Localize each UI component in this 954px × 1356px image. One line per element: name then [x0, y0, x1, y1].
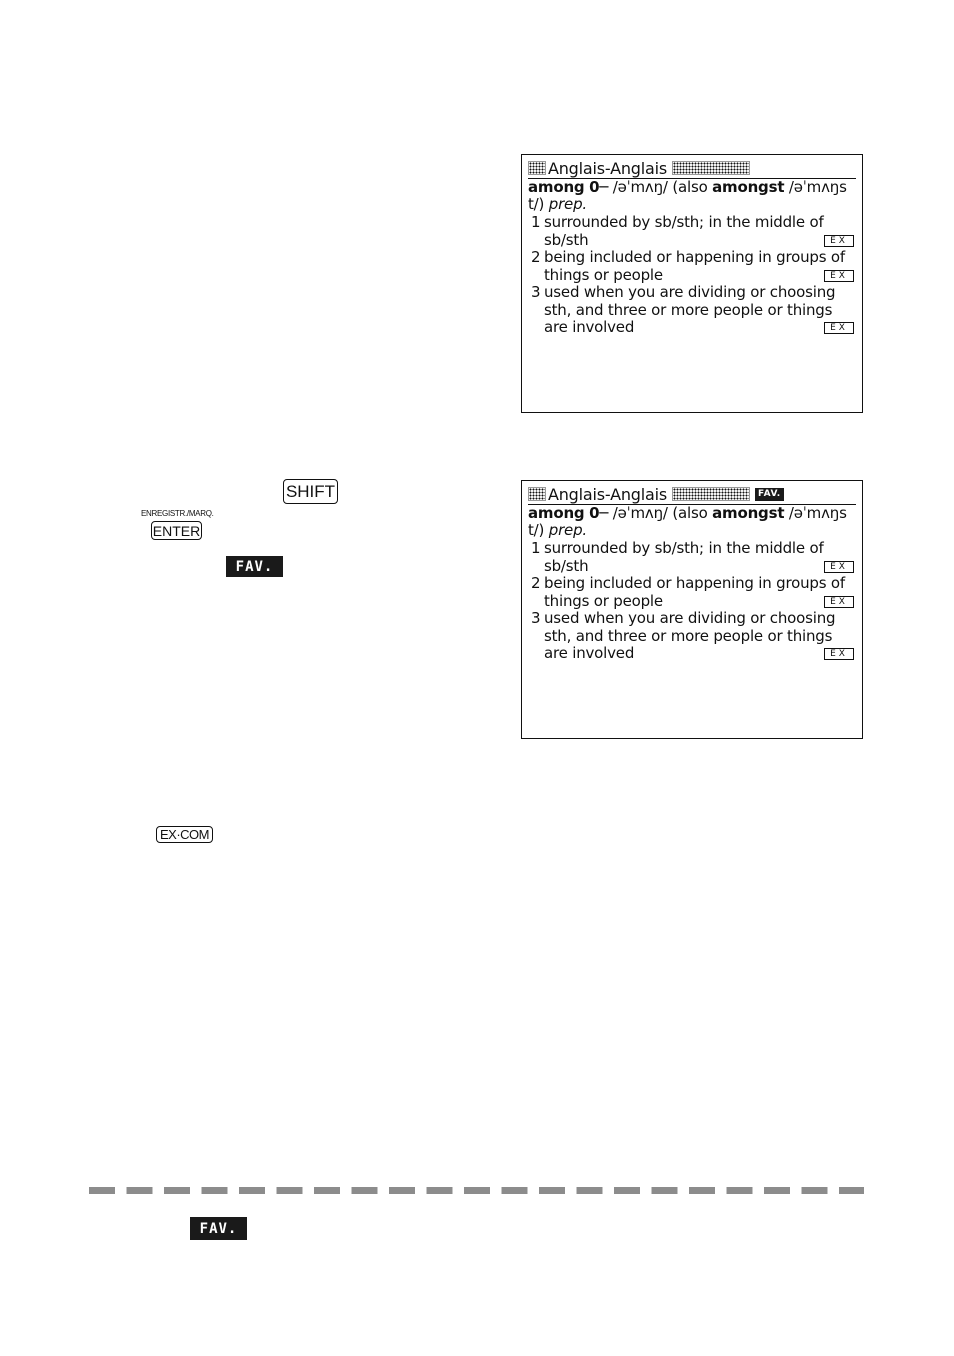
entry-pos-line	[528, 522, 587, 540]
dictionary-screen-before	[521, 154, 863, 413]
entry-headline	[528, 505, 847, 523]
sense-text: sth, and three or more people or things	[544, 301, 833, 319]
dictionary-title: Anglais-Anglais	[548, 484, 667, 504]
part-of-speech: prep.	[548, 521, 587, 539]
headword-variant: amongst	[712, 178, 785, 196]
pronunciation: /əˈmʌŋ/ (also	[612, 504, 708, 522]
sense-text: being included or happening in groups of	[544, 574, 845, 592]
headword: among	[528, 504, 585, 522]
sense-text: used when you are dividing or choosing	[544, 609, 836, 627]
pronunciation-end: t/)	[528, 195, 545, 213]
header-pattern-icon	[672, 161, 750, 175]
example-badge[interactable]: EX	[824, 561, 854, 573]
sense-text: things or people	[544, 592, 663, 610]
entry-headline	[528, 179, 847, 197]
header-pattern-icon	[528, 487, 546, 501]
sense-text: used when you are dividing or choosing	[544, 283, 836, 301]
excom-key[interactable]: EX·COM	[156, 826, 213, 843]
example-badge[interactable]: EX	[824, 235, 854, 247]
example-badge[interactable]: EX	[824, 596, 854, 608]
sense-number: 2	[531, 574, 541, 592]
key-icon: 0─	[589, 504, 609, 522]
fav-indicator-bottom: FAV.	[190, 1217, 247, 1240]
sense-number: 1	[531, 213, 541, 231]
fav-indicator: FAV.	[226, 556, 283, 577]
screen-header	[528, 158, 856, 179]
sense-text: being included or happening in groups of	[544, 248, 845, 266]
pronunciation: /əˈmʌŋ/ (also	[612, 178, 708, 196]
sense-number: 2	[531, 248, 541, 266]
enter-key-secondary-label: ENREGISTR./MARQ.	[141, 509, 214, 518]
dashed-divider	[89, 1187, 864, 1194]
header-pattern-icon	[672, 487, 750, 501]
enter-key[interactable]: ENTER	[152, 522, 201, 539]
headword-variant: amongst	[712, 504, 785, 522]
pronunciation-variant: /əˈmʌŋs	[788, 178, 847, 196]
key-icon: 0─	[589, 178, 609, 196]
sense-text: things or people	[544, 266, 663, 284]
sense-number: 1	[531, 539, 541, 557]
dictionary-title: Anglais-Anglais	[548, 158, 667, 178]
sense-number: 3	[531, 283, 541, 301]
header-pattern-icon	[528, 161, 546, 175]
sense-text: are involved	[544, 318, 635, 336]
sense-text: surrounded by sb/sth; in the middle of	[544, 539, 824, 557]
example-badge[interactable]: EX	[824, 648, 854, 660]
shift-key[interactable]: SHIFT	[283, 479, 338, 504]
screen-header	[528, 484, 856, 505]
dictionary-screen-after	[521, 480, 863, 739]
fav-status-badge: FAV.	[755, 488, 784, 501]
sense-text: sb/sth	[544, 231, 589, 249]
sense-text: are involved	[544, 644, 635, 662]
headword: among	[528, 178, 585, 196]
sense-text: sb/sth	[544, 557, 589, 575]
sense-text: surrounded by sb/sth; in the middle of	[544, 213, 824, 231]
example-badge[interactable]: EX	[824, 322, 854, 334]
pronunciation-variant: /əˈmʌŋs	[788, 504, 847, 522]
entry-pos-line	[528, 196, 587, 214]
part-of-speech: prep.	[548, 195, 587, 213]
example-badge[interactable]: EX	[824, 270, 854, 282]
pronunciation-end: t/)	[528, 521, 545, 539]
sense-number: 3	[531, 609, 541, 627]
sense-text: sth, and three or more people or things	[544, 627, 833, 645]
